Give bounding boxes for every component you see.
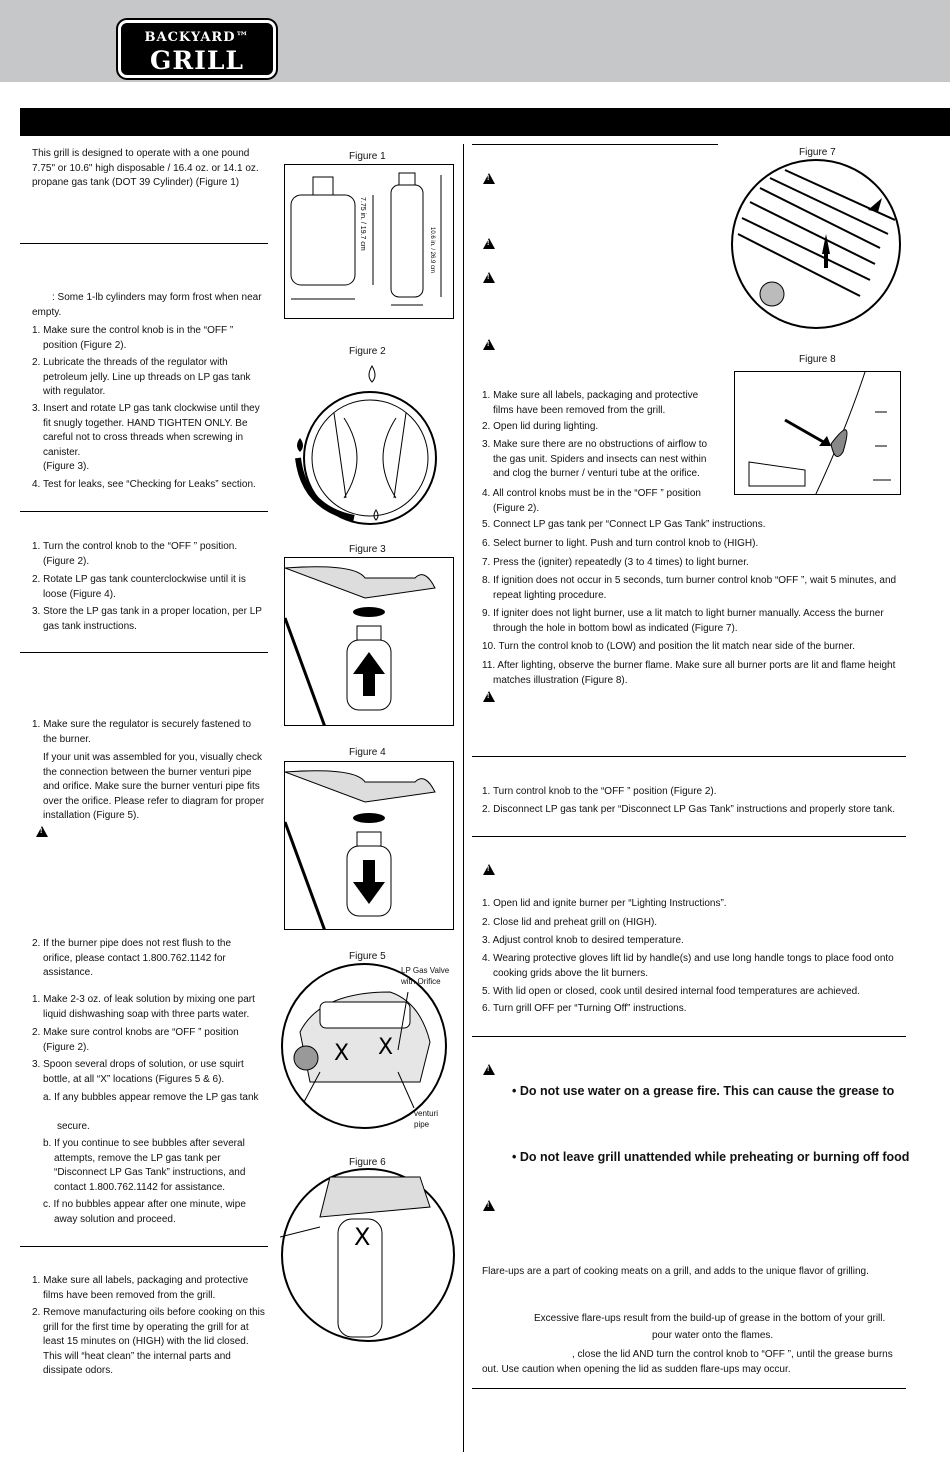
warning-icon <box>483 1200 495 1211</box>
warning-icon <box>483 339 495 350</box>
lighting-step-7: 7. Press the (igniter) repeatedly (3 to 4 times) to light burner. <box>482 557 749 568</box>
warning-icon <box>483 272 495 283</box>
lighting-step-6: 6. Select burner to light. Push and turn control knob to (HIGH). <box>482 538 759 549</box>
figure-1-dim-b: 10.6 in. / 26.9 cm <box>429 227 435 274</box>
lighting-step-4: 4. All control knobs must be in the “OFF ” position (Figure 2). <box>482 488 701 514</box>
section-rule <box>472 756 906 757</box>
connect-step-2: 2. Lubricate the threads of the regulator with petroleum jelly. Line up threads on LP gas tank with regulator. <box>32 357 251 398</box>
title-bar <box>20 108 950 136</box>
figure-5-valve-label: LP Gas Valve with Orifice <box>401 966 450 986</box>
figure-4 <box>284 761 454 930</box>
figure-2-knob <box>284 358 454 528</box>
cooking-step-1: 1. Open lid and ignite burner per “Lighting Instructions”. <box>482 898 727 909</box>
warning-icon <box>483 691 495 702</box>
figure-1-dim-a: 7.75 in. / 19.7 cm <box>359 197 366 251</box>
figure-2-label: Figure 2 <box>349 346 386 357</box>
lighting-step-11: 11. After lighting, observe the burner flame. Make sure all burner ports are lit and flame height matches illustration (Figure 8). <box>482 660 896 686</box>
lighting-step-9: 9. If igniter does not light burner, use a lit match to light burner manually. Access the burner through the hole in bottom bowl as indicated (Figure 7). <box>482 608 884 634</box>
grease-warning-2: • Do not leave grill unattended while preheating or burning off food <box>512 1150 910 1164</box>
flareup-text-3: pour water onto the flames. <box>652 1330 774 1341</box>
figure-3 <box>284 557 454 726</box>
leak-step-3c: c. If no bubbles appear after one minute, wipe away solution and proceed. <box>43 1199 246 1225</box>
disconnect-step-3: 3. Store the LP gas tank in a proper location, per LP gas tank instructions. <box>32 606 262 632</box>
cooking-step-2: 2. Close lid and preheat grill on (HIGH). <box>482 917 658 928</box>
section-rule <box>472 1388 906 1389</box>
figure-7-label: Figure 7 <box>799 147 836 158</box>
lighting-step-1: 1. Make sure all labels, packaging and protective films have been removed from the grill. <box>482 390 699 416</box>
figure-6-drawing <box>280 1167 460 1347</box>
connect-step-4: 4. Test for leaks, see “Checking for Leaks” section. <box>32 479 256 490</box>
venturi-step-2: 2. If the burner pipe does not rest flush to the orifice, please contact 1.800.762.1142 for assistance. <box>32 938 232 979</box>
leak-step-3a: a. If any bubbles appear remove the LP gas tank <box>43 1092 259 1103</box>
warning-icon <box>483 173 495 184</box>
lighting-step-10: 10. Turn the control knob to (LOW) and position the lit match near side of the burner. <box>482 641 855 652</box>
figure-1-label: Figure 1 <box>349 151 386 162</box>
figure-5-label: Figure 5 <box>349 951 386 962</box>
section-rule <box>472 1036 906 1037</box>
grease-warning-1: • Do not use water on a grease fire. This can cause the grease to <box>512 1084 895 1098</box>
first-use-step-1: 1. Make sure all labels, packaging and protective films have been removed from the grill. <box>32 1275 249 1301</box>
lighting-step-3: 3. Make sure there are no obstructions of airflow to the gas unit. Spiders and insects can nest within and clog the burner / venturi tube at the orifice. <box>482 439 708 480</box>
warning-icon <box>483 238 495 249</box>
connect-step-1: 1. Make sure the control knob is in the “OFF ” position (Figure 2). <box>32 325 234 351</box>
section-rule <box>472 144 718 145</box>
brand-line1: BACKYARD™ <box>144 30 250 45</box>
section-rule <box>20 1246 268 1247</box>
leak-step-3: 3. Spoon several drops of solution, or use squirt bottle, at all “X” locations (Figures 5 & 6). <box>32 1059 244 1085</box>
figure-1-drawing <box>285 165 454 319</box>
column-divider <box>463 144 464 1452</box>
brand-line2: GRILL <box>150 45 244 75</box>
figure-8 <box>734 371 901 495</box>
warning-icon <box>36 826 48 837</box>
figure-4-drawing <box>285 762 454 930</box>
disconnect-step-2: 2. Rotate LP gas tank counterclockwise until it is loose (Figure 4). <box>32 574 246 600</box>
intro-text: This grill is designed to operate with a one pound 7.75" or 10.6" high disposable / 16.4 oz. or 14.1 oz. propane gas tank (DOT 39 Cylinder) (Figure 1) <box>32 148 259 189</box>
brand-logo <box>118 20 276 78</box>
connect-step-3: 3. Insert and rotate LP gas tank clockwise until they fit snugly together. HAND TIGHTEN ONLY. Be careful not to cross threads when screwing in canister. <box>32 403 260 458</box>
flareup-text-2: Excessive flare-ups result from the build-up of grease in the bottom of your grill. <box>534 1313 886 1324</box>
figure-3-drawing <box>285 558 454 726</box>
section-rule <box>472 836 906 837</box>
warning-icon <box>483 1064 495 1075</box>
connect-step-3b: (Figure 3). <box>43 461 90 472</box>
cooking-step-3: 3. Adjust control knob to desired temperature. <box>482 935 684 946</box>
lighting-step-2: 2. Open lid during lighting. <box>482 421 599 432</box>
figure-6-label: Figure 6 <box>349 1157 386 1168</box>
first-use-step-2: 2. Remove manufacturing oils before cooking on this grill for the first time by operating the grill for at least 15 minutes on (HIGH) with the lid closed. This will “heat clean” the internal parts and dissipate odors. <box>32 1307 265 1377</box>
turnoff-step-1: 1. Turn control knob to the “OFF ” position (Figure 2). <box>482 786 717 797</box>
venturi-note: If your unit was assembled for you, visually check the connection between the burner venturi pipe and orifice. Make sure the burner venturi pipe fits over the orifice. Please refer to diagram for proper installation (Figure 5). <box>43 752 265 822</box>
flareup-text-4: , close the lid AND turn the control knob to “OFF ”, until the grease burns out. Use caution when opening the lid as sudden flare-ups may occur. <box>482 1349 893 1375</box>
figure-7-drawing <box>730 158 902 330</box>
leak-x-mark: X <box>334 1041 350 1066</box>
section-rule <box>20 511 268 512</box>
leak-step-2: 2. Make sure control knobs are “OFF ” position (Figure 2). <box>32 1027 239 1053</box>
cooking-step-4: 4. Wearing protective gloves lift lid by handle(s) and use long handle tongs to place food onto cooking grids above the lit burners. <box>482 953 894 979</box>
flareup-text-1: Flare-ups are a part of cooking meats on a grill, and adds to the unique flavor of grilling. <box>482 1266 869 1277</box>
figure-5-venturi-label: venturi pipe <box>414 1109 439 1129</box>
cooking-step-5: 5. With lid open or closed, cook until desired internal food temperatures are achieved. <box>482 986 860 997</box>
leak-x-mark: X <box>378 1035 394 1060</box>
warning-icon <box>483 864 495 875</box>
leak-step-3a-cont: secure. <box>57 1121 90 1132</box>
frost-note: : Some 1-lb cylinders may form frost when near empty. <box>32 292 262 318</box>
leak-x-mark: X <box>354 1223 371 1251</box>
lighting-step-5: 5. Connect LP gas tank per “Connect LP Gas Tank” instructions. <box>482 519 766 530</box>
figure-3-label: Figure 3 <box>349 544 386 555</box>
figure-1 <box>284 164 454 319</box>
figure-8-drawing <box>735 372 901 495</box>
figure-8-label: Figure 8 <box>799 354 836 365</box>
turnoff-step-2: 2. Disconnect LP gas tank per “Disconnect LP Gas Tank” instructions and properly store tank. <box>482 804 895 815</box>
section-rule <box>20 652 268 653</box>
venturi-step-1: 1. Make sure the regulator is securely fastened to the burner. <box>32 719 252 745</box>
figure-4-label: Figure 4 <box>349 747 386 758</box>
disconnect-step-1: 1. Turn the control knob to the “OFF ” position. (Figure 2). <box>32 541 238 567</box>
lighting-step-8: 8. If ignition does not occur in 5 seconds, turn burner control knob “OFF ”, wait 5 minutes, and repeat lighting procedure. <box>482 575 897 601</box>
leak-step-3b: b. If you continue to see bubbles after several attempts, remove the LP gas tank per “Disconnect LP Gas Tank” instructions, and contact 1.800.762.1142 for assistance. <box>43 1138 246 1193</box>
leak-step-1: 1. Make 2-3 oz. of leak solution by mixing one part liquid dishwashing soap with three parts water. <box>32 994 255 1020</box>
section-rule <box>20 243 268 244</box>
cooking-step-6: 6. Turn grill OFF per “Turning Off” instructions. <box>482 1003 687 1014</box>
